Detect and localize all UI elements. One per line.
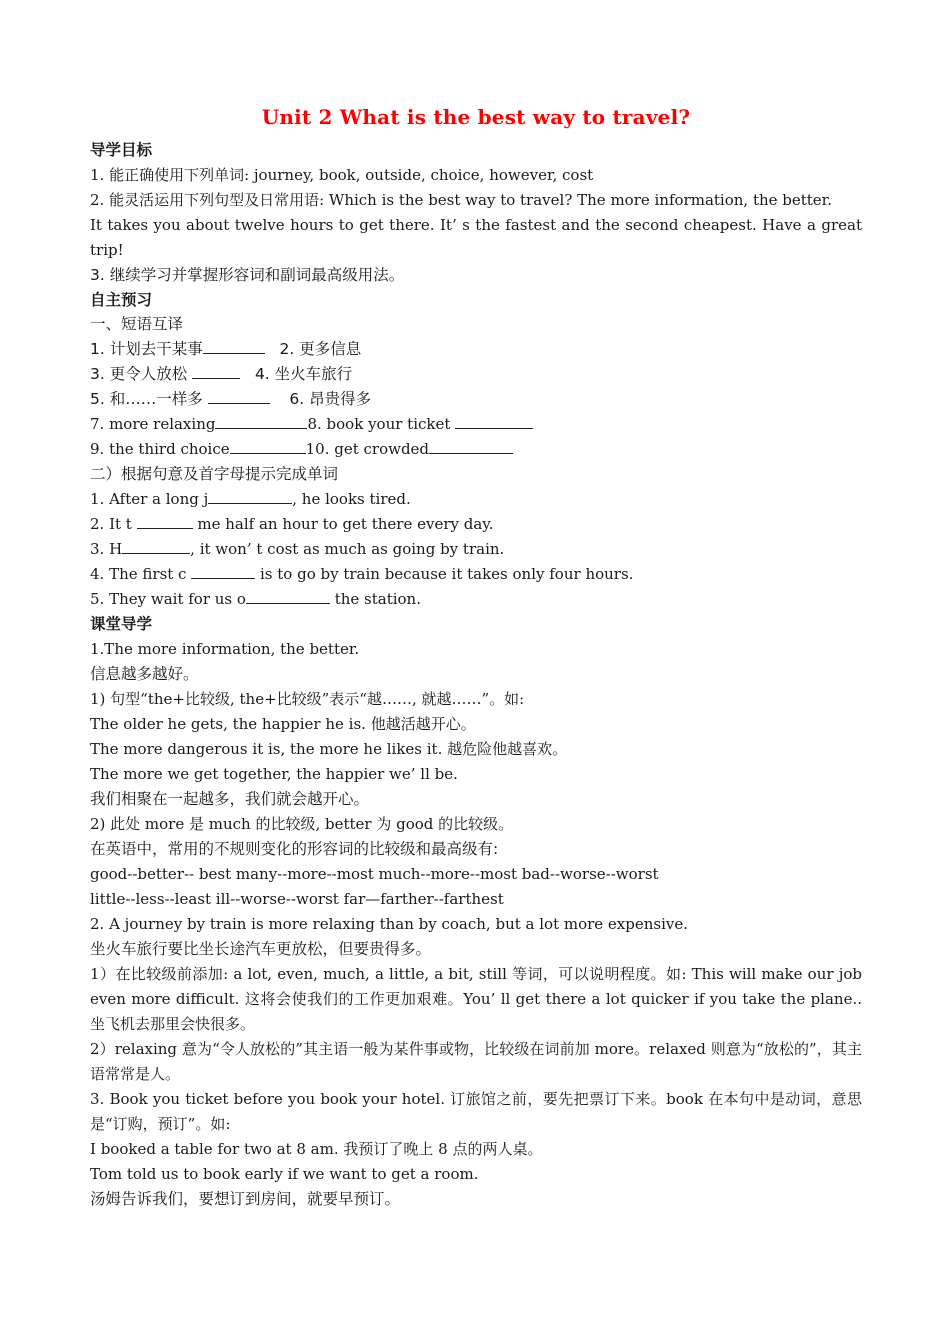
guide-line: 坐火车旅行要比坐长途汽车更放松，但要贵得多。 (90, 939, 432, 958)
guide-paragraph: 3. Book you ticket before you book your hotel. 订旅馆之前，要先把票订下来。book 在本句中是动词，意思是“订购，预订”。如: (90, 1089, 862, 1133)
guide-line: The more we get together, the happier we’ ll be. (90, 764, 458, 783)
fill-sentence (90, 512, 862, 537)
part2-title: 二）根据句意及首字母提示完成单词 (90, 465, 339, 483)
answer-blank[interactable] (230, 439, 306, 454)
sentence-text: me half an hour to get there every day. (192, 515, 494, 533)
guide-paragraph: 1）在比较级前添加: a lot, even, much, a little, a bit, still 等词，可以说明程度。如: This will make our job even more difficult. 这将会使我们的工作更加艰难。You’ ll get there a lot quicker if you take the plane.. 坐飞机去那里会快很多。 (90, 964, 862, 1033)
guide-line: 信息越多越好。 (90, 664, 199, 683)
phrase-row (90, 362, 862, 387)
phrase-item: 5. 和……一样多 (90, 390, 208, 408)
phrase-item: 4. 坐火车旅行 (254, 365, 353, 383)
phrase-row (90, 437, 862, 462)
guide-line: 在英语中，常用的不规则变化的形容词的比较级和最高级有: (90, 839, 499, 858)
answer-blank[interactable] (429, 439, 513, 454)
answer-blank[interactable] (208, 389, 270, 404)
worksheet-page (90, 100, 862, 1212)
sentence-text: the station. (329, 590, 421, 608)
answer-blank[interactable] (191, 564, 255, 579)
guide-line: 2) 此处 more 是 much 的比较级, better 为 good 的比较级。 (90, 814, 514, 833)
guide-line: 我们相聚在一起越多，我们就会越开心。 (90, 789, 370, 808)
guide-line: 1.The more information, the better. (90, 639, 360, 658)
objective-line: It takes you about twelve hours to get there. It’ s the fastest and the second cheapest. Have a great trip! (90, 215, 862, 259)
fill-sentence (90, 537, 862, 562)
answer-blank[interactable] (192, 364, 240, 379)
fill-sentence (90, 562, 862, 587)
phrase-row (90, 337, 862, 362)
answer-blank[interactable] (246, 589, 330, 604)
guide-line: 汤姆告诉我们，要想订到房间，就要早预订。 (90, 1189, 401, 1208)
fill-sentence (90, 587, 862, 612)
sentence-text: , he looks tired. (292, 490, 411, 508)
answer-blank[interactable] (215, 414, 307, 429)
sentence-text: 3. H (90, 540, 123, 558)
answer-blank[interactable] (203, 339, 265, 354)
answer-blank[interactable] (137, 514, 193, 529)
sentence-text: , it won’ t cost as much as going by train. (190, 540, 505, 558)
objective-line: 1. 能正确使用下列单词: journey, book, outside, choice, however, cost (90, 165, 594, 184)
document-title: Unit 2 What is the best way to travel? (261, 105, 691, 129)
preview-heading: 自主预习 (90, 290, 153, 309)
phrase-row (90, 412, 862, 437)
sentence-text: 4. The first c (90, 565, 192, 583)
sentence-text: is to go by train because it takes only four hours. (255, 565, 634, 583)
phrase-item: 7. more relaxing (90, 415, 216, 433)
phrase-item: 2. 更多信息 (279, 340, 362, 358)
phrase-item: 3. 更令人放松 (90, 365, 193, 383)
guide-line: The more dangerous it is, the more he likes it. 越危险他越喜欢。 (90, 739, 568, 758)
part1-title: 一、短语互译 (90, 315, 184, 333)
sentence-text: 2. It t (90, 515, 137, 533)
guide-line: 2. A journey by train is more relaxing than by coach, but a lot more expensive. (90, 914, 689, 933)
guide-line: I booked a table for two at 8 am. 我预订了晚上 8 点的两人桌。 (90, 1139, 543, 1158)
guide-line: 1) 句型“the+比较级, the+比较级”表示“越……, 就越……”。如: (90, 689, 525, 708)
guide-line: good--better-- best many--more--most much--more--most bad--worse--worst (90, 864, 659, 883)
guide-line: The older he gets, the happier he is. 他越活越开心。 (90, 714, 476, 733)
phrase-item: 10. get crowded (305, 440, 430, 458)
answer-blank[interactable] (455, 414, 533, 429)
fill-sentence (90, 487, 862, 512)
guide-line: little--less--least ill--worse--worst far—farther--farthest (90, 889, 504, 908)
phrase-item: 1. 计划去干某事 (90, 340, 203, 358)
phrase-item: 8. book your ticket (307, 415, 456, 433)
guide-line: Tom told us to book early if we want to get a room. (90, 1164, 479, 1183)
phrase-item: 6. 昂贵得多 (289, 390, 372, 408)
sentence-text: 1. After a long j (90, 490, 209, 508)
objectives-heading: 导学目标 (90, 141, 153, 159)
sentence-text: 5. They wait for us o (90, 590, 246, 608)
answer-blank[interactable] (122, 539, 190, 554)
objective-line: 2. 能灵活运用下列句型及日常用语: Which is the best way to travel? The more information, the better. (90, 190, 832, 209)
phrase-row (90, 387, 862, 412)
objective-line: 3. 继续学习并掌握形容词和副词最高级用法。 (90, 265, 405, 284)
guide-paragraph: 2）relaxing 意为“令人放松的”其主语一般为某件事或物，比较级在词前加 more。relaxed 则意为“放松的”，其主语常常是人。 (90, 1039, 862, 1083)
answer-blank[interactable] (208, 489, 292, 504)
phrase-item: 9. the third choice (90, 440, 230, 458)
guide-heading: 课堂导学 (90, 615, 153, 633)
